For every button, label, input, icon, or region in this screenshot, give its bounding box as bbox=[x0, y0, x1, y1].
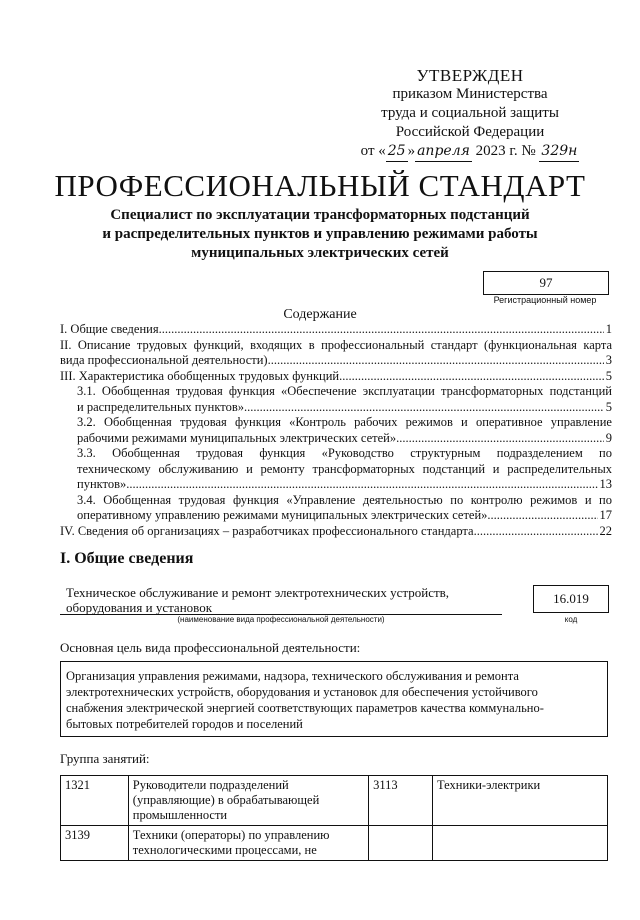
handwritten-month: апреля bbox=[415, 142, 472, 162]
toc-item-ii[interactable] bbox=[60, 338, 612, 369]
toc-page: 13 bbox=[599, 477, 612, 491]
toc-heading: Содержание bbox=[283, 307, 357, 322]
group-name-line: Руководители подразделений bbox=[132, 778, 289, 792]
toc-item-text: 3.2. Обобщенная трудовая функция «Контроль рабочих режимов и оперативное управление bbox=[77, 415, 612, 429]
goal-line: бытовых потребителей городов и поселений bbox=[66, 717, 303, 731]
toc-page: 17 bbox=[599, 508, 612, 522]
group-code: 3139 bbox=[61, 826, 129, 861]
group-name-line: технологическими процессами, не bbox=[132, 843, 317, 857]
document-subtitle bbox=[60, 206, 580, 263]
toc-page: 1 bbox=[605, 322, 612, 336]
toc-item-text: оперативному управлению режимами муниципальных электрических сетей» bbox=[77, 508, 488, 522]
goal-line: электротехнических устройств, оборудования и установок для обеспечения устойчивого bbox=[66, 685, 538, 699]
activity-line-1: Техническое обслуживание и ремонт электротехнических устройств, bbox=[66, 585, 450, 600]
document-title: ПРОФЕССИОНАЛЬНЫЙ СТАНДАРТ bbox=[54, 168, 586, 203]
table-row bbox=[61, 826, 608, 861]
activity-line-2: оборудования и установок bbox=[66, 600, 213, 615]
toc-item-text: и распределительных пунктов» bbox=[77, 399, 244, 414]
toc-item-text: IV. Сведения об организациях – разработчиках профессионального стандарта bbox=[60, 523, 474, 538]
activity-caption: (наименование вида профессиональной деятельности) bbox=[177, 615, 385, 624]
goal-label: Основная цель вида профессиональной деятельности: bbox=[60, 640, 361, 655]
group-name bbox=[128, 776, 368, 826]
occupation-group-label: Группа занятий: bbox=[60, 751, 150, 766]
toc-item-3-1[interactable] bbox=[60, 384, 612, 415]
activity-code-box: 16.019 bbox=[533, 585, 609, 613]
approval-heading: УТВЕРЖДЕН bbox=[416, 66, 524, 85]
toc-item-3-2[interactable] bbox=[60, 415, 612, 446]
toc-item-text: рабочими режимами муниципальных электрических сетей» bbox=[77, 430, 397, 445]
toc-item-iii[interactable] bbox=[60, 369, 612, 385]
toc-page: 22 bbox=[599, 523, 612, 538]
goal-line: Организация управления режимами, надзора, технического обслуживания и ремонта bbox=[66, 669, 519, 683]
group-code bbox=[369, 826, 433, 861]
toc-page: 5 bbox=[605, 368, 612, 383]
approval-date-line bbox=[360, 142, 580, 162]
approval-block bbox=[360, 66, 580, 162]
toc-item-i[interactable] bbox=[60, 322, 612, 338]
group-code: 1321 bbox=[61, 776, 129, 826]
date-prefix: от « bbox=[360, 143, 386, 159]
toc-item-text: техническому обслуживанию и ремонту трансформаторных подстанций и распределительных bbox=[77, 461, 612, 476]
toc-item-iv[interactable] bbox=[60, 524, 612, 540]
group-name-line: (управляющие) в обрабатывающей bbox=[132, 793, 320, 807]
handwritten-order-number: 329н bbox=[539, 142, 579, 162]
toc-item-text: вида профессиональной деятельности) bbox=[60, 353, 268, 367]
toc-item-text: II. Описание трудовых функций, входящих в профессиональный стандарт (функциональная карта bbox=[60, 337, 612, 352]
toc-item-text: 3.3. Обобщенная трудовая функция «Руководство структурным подразделением по bbox=[77, 446, 612, 460]
activity-code-caption: код bbox=[564, 615, 578, 624]
goal-text bbox=[61, 662, 607, 738]
group-name bbox=[128, 826, 368, 861]
goal-box bbox=[60, 661, 608, 737]
section-heading: I. Общие сведения bbox=[60, 550, 194, 567]
goal-line: снабжения электрической энергией соответствующих параметров качества коммунально- bbox=[66, 701, 544, 715]
approval-line-2: труда и социальной защиты bbox=[381, 105, 559, 121]
table-of-contents bbox=[60, 322, 612, 539]
date-mid: » bbox=[407, 143, 416, 159]
activity-name bbox=[66, 585, 500, 615]
registration-number-label: Регистрационный номер bbox=[493, 295, 597, 305]
handwritten-day: 25 bbox=[386, 142, 408, 162]
approval-line-3: Российской Федерации bbox=[395, 124, 545, 140]
toc-item-text: III. Характеристика обобщенных трудовых функций bbox=[60, 368, 340, 383]
toc-item-text: 3.4. Обобщенная трудовая функция «Управление деятельностью по контролю режимов и по bbox=[77, 492, 612, 507]
registration-number-box: 97 bbox=[483, 271, 609, 295]
table-row bbox=[61, 776, 608, 826]
toc-item-3-4[interactable] bbox=[60, 493, 612, 524]
group-name: Техники-электрики bbox=[432, 776, 607, 826]
group-name-line: промышленности bbox=[132, 808, 228, 822]
subtitle-line-2: и распределительных пунктов и управлению режимами работы bbox=[102, 226, 538, 242]
toc-page: 9 bbox=[605, 430, 612, 445]
group-code: 3113 bbox=[369, 776, 433, 826]
group-name bbox=[432, 826, 607, 861]
toc-item-text: пунктов» bbox=[77, 477, 127, 491]
toc-item-text: 3.1. Обобщенная трудовая функция «Обеспечение эксплуатации трансформаторных подстанций bbox=[77, 384, 612, 398]
toc-item-text: I. Общие сведения bbox=[60, 322, 159, 336]
toc-item-3-3[interactable] bbox=[60, 446, 612, 493]
approval-line-1: приказом Министерства bbox=[392, 86, 548, 102]
toc-page: 5 bbox=[605, 399, 612, 414]
group-name-line: Техники (операторы) по управлению bbox=[132, 828, 330, 842]
occupation-group-table bbox=[60, 775, 608, 861]
toc-page: 3 bbox=[605, 353, 612, 367]
subtitle-line-1: Специалист по эксплуатации трансформаторных подстанций bbox=[110, 207, 530, 223]
subtitle-line-3: муниципальных электрических сетей bbox=[191, 245, 449, 261]
date-year: 2023 г. № bbox=[475, 143, 536, 159]
